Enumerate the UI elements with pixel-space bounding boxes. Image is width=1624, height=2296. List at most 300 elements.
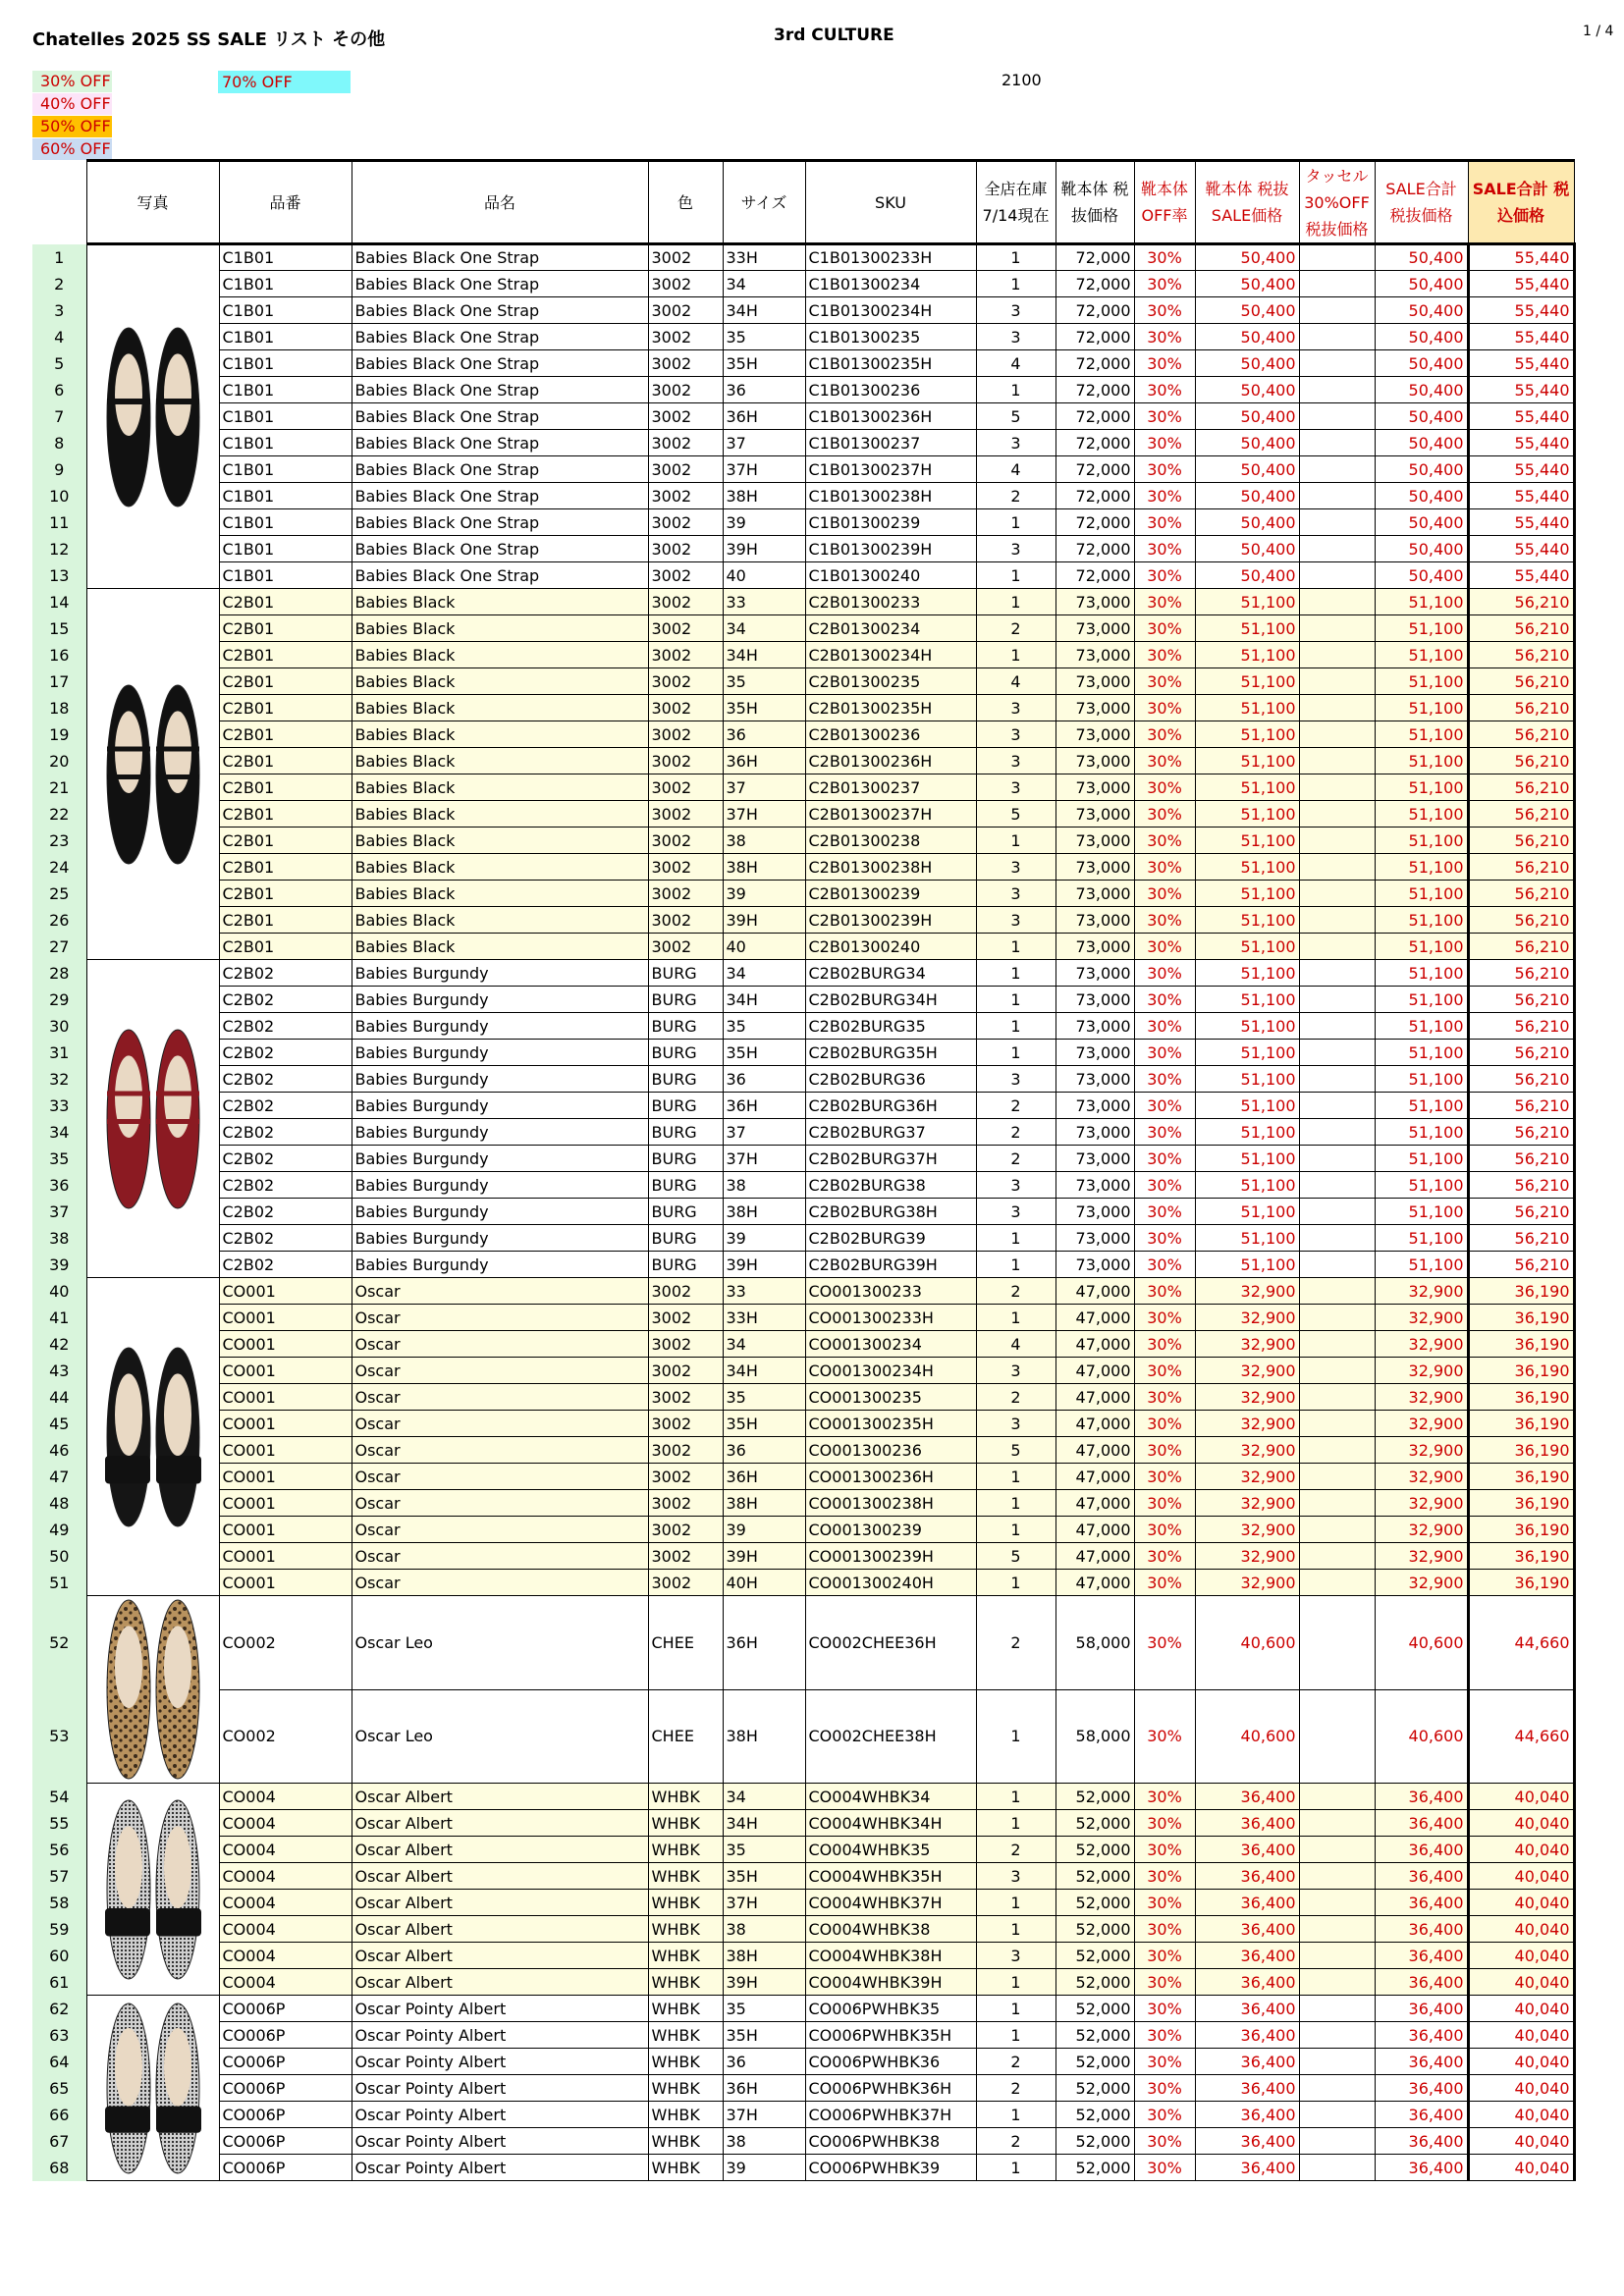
sale-total-tax-cell: 56,210 — [1468, 615, 1574, 642]
sku-cell: CO001300236H — [805, 1464, 976, 1490]
sale-total-cell: 50,400 — [1375, 324, 1468, 350]
price-cell: 73,000 — [1056, 881, 1134, 907]
sku-cell: CO004WHBK34H — [805, 1810, 976, 1837]
sku-cell: CO001300233H — [805, 1305, 976, 1331]
row-number: 52 — [32, 1596, 86, 1690]
row-number: 20 — [32, 748, 86, 774]
stock-cell: 2 — [976, 1119, 1056, 1146]
color-cell: 3002 — [648, 721, 723, 748]
price-cell: 73,000 — [1056, 615, 1134, 642]
tassel-cell — [1299, 1225, 1375, 1252]
stock-cell: 1 — [976, 509, 1056, 536]
sale-total-cell: 51,100 — [1375, 1199, 1468, 1225]
sale-price-cell: 51,100 — [1195, 1146, 1299, 1172]
sale-total-tax-cell: 36,190 — [1468, 1464, 1574, 1490]
table-row — [32, 1384, 1574, 1411]
color-cell: CHEE — [648, 1689, 723, 1784]
name-cell: Oscar — [352, 1517, 648, 1543]
sale-total-tax-cell: 40,040 — [1468, 2075, 1574, 2102]
code-cell: C2B01 — [219, 721, 352, 748]
table-row — [32, 589, 1574, 615]
name-cell: Babies Black — [352, 828, 648, 854]
color-cell: BURG — [648, 1225, 723, 1252]
header-sku: SKU — [805, 161, 976, 244]
sale-price-cell: 50,400 — [1195, 430, 1299, 456]
name-cell: Babies Burgundy — [352, 1172, 648, 1199]
sale-price-cell: 36,400 — [1195, 1916, 1299, 1943]
sale-price-cell: 51,100 — [1195, 1172, 1299, 1199]
color-cell: BURG — [648, 1199, 723, 1225]
tassel-cell — [1299, 2155, 1375, 2181]
tassel-cell — [1299, 2049, 1375, 2075]
code-cell: C2B01 — [219, 748, 352, 774]
row-number: 6 — [32, 377, 86, 403]
sku-cell: C2B02BURG39 — [805, 1225, 976, 1252]
tassel-cell — [1299, 1810, 1375, 1837]
table-row — [32, 668, 1574, 695]
color-cell: BURG — [648, 1252, 723, 1278]
off-rate-cell: 30% — [1134, 1305, 1195, 1331]
stock-cell: 4 — [976, 1331, 1056, 1358]
off-rate-cell: 30% — [1134, 1689, 1195, 1784]
price-cell: 58,000 — [1056, 1689, 1134, 1784]
row-number: 64 — [32, 2049, 86, 2075]
row-number: 53 — [32, 1689, 86, 1784]
name-cell: Babies Black One Strap — [352, 377, 648, 403]
size-cell: 36 — [723, 377, 805, 403]
color-cell: WHBK — [648, 1996, 723, 2022]
price-cell: 73,000 — [1056, 589, 1134, 615]
name-cell: Oscar Albert — [352, 1863, 648, 1890]
name-cell: Oscar — [352, 1543, 648, 1570]
sale-price-cell: 32,900 — [1195, 1411, 1299, 1437]
price-cell: 47,000 — [1056, 1384, 1134, 1411]
name-cell: Babies Burgundy — [352, 1252, 648, 1278]
off-rate-cell: 30% — [1134, 960, 1195, 987]
size-cell: 37 — [723, 774, 805, 801]
sale-total-tax-cell: 55,440 — [1468, 509, 1574, 536]
color-cell: 3002 — [648, 1464, 723, 1490]
code-cell: CO001 — [219, 1543, 352, 1570]
sku-cell: C2B01300239H — [805, 907, 976, 934]
sku-cell: C1B01300235 — [805, 324, 976, 350]
stock-cell: 1 — [976, 2022, 1056, 2049]
sale-total-cell: 32,900 — [1375, 1570, 1468, 1596]
sku-cell: C1B01300234H — [805, 297, 976, 324]
off-rate-cell: 30% — [1134, 668, 1195, 695]
table-row — [32, 748, 1574, 774]
sku-cell: C1B01300237H — [805, 456, 976, 483]
name-cell: Babies Burgundy — [352, 1225, 648, 1252]
code-cell: C2B02 — [219, 1225, 352, 1252]
size-cell: 36H — [723, 2075, 805, 2102]
color-cell: WHBK — [648, 1943, 723, 1969]
sale-total-cell: 51,100 — [1375, 695, 1468, 721]
stock-cell: 2 — [976, 1837, 1056, 1863]
sale-price-cell: 51,100 — [1195, 774, 1299, 801]
stock-cell: 2 — [976, 1093, 1056, 1119]
sale-total-tax-cell: 56,210 — [1468, 1252, 1574, 1278]
name-cell: Babies Black One Strap — [352, 562, 648, 589]
row-number: 39 — [32, 1252, 86, 1278]
table-row — [32, 1570, 1574, 1596]
name-cell: Babies Burgundy — [352, 960, 648, 987]
sale-total-tax-cell: 40,040 — [1468, 2128, 1574, 2155]
sale-total-tax-cell: 36,190 — [1468, 1278, 1574, 1305]
header-off-rate: 靴本体 OFF率 — [1134, 161, 1195, 244]
sale-total-tax-cell: 56,210 — [1468, 1119, 1574, 1146]
sale-price-cell: 32,900 — [1195, 1490, 1299, 1517]
tassel-cell — [1299, 244, 1375, 271]
sku-cell: C2B02BURG36H — [805, 1093, 976, 1119]
name-cell: Babies Black One Strap — [352, 403, 648, 430]
sale-price-cell: 51,100 — [1195, 1225, 1299, 1252]
sale-total-cell: 32,900 — [1375, 1490, 1468, 1517]
price-cell: 73,000 — [1056, 1146, 1134, 1172]
sale-price-cell: 36,400 — [1195, 2102, 1299, 2128]
sale-total-cell: 36,400 — [1375, 1784, 1468, 1810]
row-number: 46 — [32, 1437, 86, 1464]
stock-cell: 2 — [976, 1278, 1056, 1305]
sale-total-tax-cell: 56,210 — [1468, 668, 1574, 695]
size-cell: 37H — [723, 1146, 805, 1172]
sale-total-tax-cell: 56,210 — [1468, 721, 1574, 748]
sale-price-cell: 51,100 — [1195, 854, 1299, 881]
sku-cell: C2B02BURG39H — [805, 1252, 976, 1278]
size-cell: 38 — [723, 1172, 805, 1199]
code-cell: C2B02 — [219, 1040, 352, 1066]
tassel-cell — [1299, 1199, 1375, 1225]
header-size: サイズ — [723, 161, 805, 244]
table-row — [32, 881, 1574, 907]
sku-cell: C2B02BURG34 — [805, 960, 976, 987]
size-cell: 38H — [723, 1943, 805, 1969]
sale-total-cell: 32,900 — [1375, 1331, 1468, 1358]
price-cell: 73,000 — [1056, 1172, 1134, 1199]
legend-70-off: 70% OFF — [218, 71, 351, 93]
tassel-cell — [1299, 1066, 1375, 1093]
row-number: 30 — [32, 1013, 86, 1040]
tassel-cell — [1299, 615, 1375, 642]
sale-total-tax-cell: 40,040 — [1468, 2022, 1574, 2049]
sale-total-tax-cell: 36,190 — [1468, 1411, 1574, 1437]
sku-cell: C1B01300240 — [805, 562, 976, 589]
off-rate-cell: 30% — [1134, 1784, 1195, 1810]
code-cell: CO001 — [219, 1384, 352, 1411]
sku-cell: CO001300235H — [805, 1411, 976, 1437]
tassel-cell — [1299, 430, 1375, 456]
table-row — [32, 456, 1574, 483]
table-row — [32, 1916, 1574, 1943]
sale-total-cell: 51,100 — [1375, 748, 1468, 774]
off-rate-cell: 30% — [1134, 1490, 1195, 1517]
tassel-cell — [1299, 1689, 1375, 1784]
table-row — [32, 1066, 1574, 1093]
sku-cell: C2B01300239 — [805, 881, 976, 907]
price-cell: 73,000 — [1056, 1119, 1134, 1146]
code-cell: C2B01 — [219, 589, 352, 615]
sale-total-cell: 51,100 — [1375, 589, 1468, 615]
name-cell: Babies Black — [352, 589, 648, 615]
name-cell: Oscar Pointy Albert — [352, 2075, 648, 2102]
stock-cell: 1 — [976, 1305, 1056, 1331]
color-cell: BURG — [648, 1013, 723, 1040]
off-rate-cell: 30% — [1134, 2102, 1195, 2128]
sale-total-tax-cell: 56,210 — [1468, 1199, 1574, 1225]
sale-price-cell: 32,900 — [1195, 1570, 1299, 1596]
sale-price-cell: 51,100 — [1195, 1252, 1299, 1278]
sale-price-cell: 36,400 — [1195, 2022, 1299, 2049]
table-header-row — [32, 161, 1574, 244]
sale-total-cell: 32,900 — [1375, 1464, 1468, 1490]
table-row — [32, 1863, 1574, 1890]
price-cell: 47,000 — [1056, 1464, 1134, 1490]
stock-cell: 5 — [976, 1437, 1056, 1464]
burgundy-double-strap-shoe-icon — [86, 960, 219, 1278]
table-row — [32, 1040, 1574, 1066]
stock-cell: 1 — [976, 1996, 1056, 2022]
sale-total-tax-cell: 55,440 — [1468, 536, 1574, 562]
row-number: 48 — [32, 1490, 86, 1517]
color-cell: 3002 — [648, 1437, 723, 1464]
code-cell: CO001 — [219, 1464, 352, 1490]
row-number: 15 — [32, 615, 86, 642]
sale-price-cell: 50,400 — [1195, 536, 1299, 562]
price-cell: 72,000 — [1056, 562, 1134, 589]
name-cell: Babies Black One Strap — [352, 244, 648, 271]
price-cell: 73,000 — [1056, 801, 1134, 828]
color-cell: 3002 — [648, 430, 723, 456]
sale-total-tax-cell: 44,660 — [1468, 1689, 1574, 1784]
off-rate-cell: 30% — [1134, 1093, 1195, 1119]
color-cell: 3002 — [648, 1305, 723, 1331]
name-cell: Oscar Pointy Albert — [352, 2049, 648, 2075]
size-cell: 34H — [723, 642, 805, 668]
off-rate-cell: 30% — [1134, 748, 1195, 774]
table-row — [32, 324, 1574, 350]
sale-total-cell: 32,900 — [1375, 1411, 1468, 1437]
sku-cell: C2B02BURG34H — [805, 987, 976, 1013]
code-cell: C2B01 — [219, 828, 352, 854]
row-number: 21 — [32, 774, 86, 801]
table-row — [32, 1943, 1574, 1969]
sale-total-tax-cell: 56,210 — [1468, 589, 1574, 615]
color-cell: 3002 — [648, 509, 723, 536]
stock-cell: 1 — [976, 2155, 1056, 2181]
name-cell: Oscar Albert — [352, 1890, 648, 1916]
header-color: 色 — [648, 161, 723, 244]
sale-total-cell: 51,100 — [1375, 1146, 1468, 1172]
table-row — [32, 828, 1574, 854]
table-row — [32, 403, 1574, 430]
sale-price-cell: 51,100 — [1195, 881, 1299, 907]
row-number: 23 — [32, 828, 86, 854]
size-cell: 39 — [723, 509, 805, 536]
sku-cell: CO001300239 — [805, 1517, 976, 1543]
sku-cell: C2B01300234 — [805, 615, 976, 642]
color-cell: WHBK — [648, 2049, 723, 2075]
stock-cell: 1 — [976, 960, 1056, 987]
off-rate-cell: 30% — [1134, 430, 1195, 456]
sku-cell: CO004WHBK37H — [805, 1890, 976, 1916]
color-cell: 3002 — [648, 907, 723, 934]
code-cell: C2B02 — [219, 1093, 352, 1119]
stock-cell: 3 — [976, 297, 1056, 324]
off-rate-cell: 30% — [1134, 1146, 1195, 1172]
sale-total-tax-cell: 40,040 — [1468, 1784, 1574, 1810]
off-rate-cell: 30% — [1134, 854, 1195, 881]
tassel-cell — [1299, 1119, 1375, 1146]
size-cell: 37 — [723, 1119, 805, 1146]
sale-price-cell: 51,100 — [1195, 615, 1299, 642]
name-cell: Oscar Albert — [352, 1810, 648, 1837]
color-cell: CHEE — [648, 1596, 723, 1690]
tassel-cell — [1299, 1863, 1375, 1890]
table-row — [32, 1969, 1574, 1996]
price-cell: 73,000 — [1056, 748, 1134, 774]
sale-total-cell: 36,400 — [1375, 1863, 1468, 1890]
sku-cell: C1B01300234 — [805, 271, 976, 297]
table-row — [32, 562, 1574, 589]
stock-cell: 1 — [976, 1490, 1056, 1517]
sale-total-tax-cell: 56,210 — [1468, 801, 1574, 828]
tassel-cell — [1299, 642, 1375, 668]
color-cell: 3002 — [648, 1490, 723, 1517]
row-number: 54 — [32, 1784, 86, 1810]
stock-cell: 1 — [976, 1252, 1056, 1278]
row-number: 31 — [32, 1040, 86, 1066]
row-number: 45 — [32, 1411, 86, 1437]
table-row — [32, 1278, 1574, 1305]
off-rate-cell: 30% — [1134, 1119, 1195, 1146]
sale-total-cell: 36,400 — [1375, 2128, 1468, 2155]
stock-cell: 3 — [976, 1411, 1056, 1437]
table-row — [32, 1331, 1574, 1358]
sale-total-cell: 32,900 — [1375, 1517, 1468, 1543]
price-cell: 73,000 — [1056, 1225, 1134, 1252]
sale-total-tax-cell: 55,440 — [1468, 430, 1574, 456]
sku-cell: CO006PWHBK38 — [805, 2128, 976, 2155]
off-rate-cell: 30% — [1134, 2128, 1195, 2155]
off-rate-cell: 30% — [1134, 297, 1195, 324]
sale-price-cell: 32,900 — [1195, 1384, 1299, 1411]
sale-total-cell: 36,400 — [1375, 2075, 1468, 2102]
name-cell: Babies Burgundy — [352, 1093, 648, 1119]
sale-total-cell: 51,100 — [1375, 1040, 1468, 1066]
color-cell: WHBK — [648, 1784, 723, 1810]
code-cell: CO004 — [219, 1916, 352, 1943]
name-cell: Babies Black One Strap — [352, 324, 648, 350]
sale-total-tax-cell: 56,210 — [1468, 1093, 1574, 1119]
name-cell: Oscar — [352, 1278, 648, 1305]
tassel-cell — [1299, 1437, 1375, 1464]
size-cell: 35H — [723, 2022, 805, 2049]
row-number: 19 — [32, 721, 86, 748]
size-cell: 35 — [723, 324, 805, 350]
stock-cell: 3 — [976, 536, 1056, 562]
table-row — [32, 271, 1574, 297]
code-cell: CO004 — [219, 1810, 352, 1837]
sku-cell: CO001300233 — [805, 1278, 976, 1305]
price-cell: 72,000 — [1056, 244, 1134, 271]
row-number: 3 — [32, 297, 86, 324]
sku-cell: CO006PWHBK36 — [805, 2049, 976, 2075]
table-row — [32, 642, 1574, 668]
code-cell: CO001 — [219, 1278, 352, 1305]
sku-cell: CO001300239H — [805, 1543, 976, 1570]
row-number: 22 — [32, 801, 86, 828]
sale-total-cell: 50,400 — [1375, 562, 1468, 589]
sale-price-cell: 36,400 — [1195, 2155, 1299, 2181]
sale-total-tax-cell: 56,210 — [1468, 987, 1574, 1013]
table-row — [32, 1890, 1574, 1916]
tassel-cell — [1299, 1146, 1375, 1172]
sku-cell: CO004WHBK35H — [805, 1863, 976, 1890]
table-row — [32, 1013, 1574, 1040]
table-row — [32, 1490, 1574, 1517]
row-number: 59 — [32, 1916, 86, 1943]
tassel-cell — [1299, 1384, 1375, 1411]
code-cell: CO004 — [219, 1969, 352, 1996]
off-rate-cell: 30% — [1134, 1411, 1195, 1437]
sale-price-cell: 50,400 — [1195, 297, 1299, 324]
header-sale-price: 靴本体 税抜SALE価格 — [1195, 161, 1299, 244]
stock-cell: 1 — [976, 1689, 1056, 1784]
sale-total-cell: 32,900 — [1375, 1437, 1468, 1464]
tassel-cell — [1299, 1570, 1375, 1596]
tassel-cell — [1299, 987, 1375, 1013]
color-cell: BURG — [648, 1093, 723, 1119]
stock-cell: 5 — [976, 1543, 1056, 1570]
sku-cell: C2B02BURG36 — [805, 1066, 976, 1093]
name-cell: Oscar Pointy Albert — [352, 2128, 648, 2155]
code-cell: C1B01 — [219, 297, 352, 324]
name-cell: Babies Black One Strap — [352, 297, 648, 324]
off-rate-cell: 30% — [1134, 907, 1195, 934]
tassel-cell — [1299, 1358, 1375, 1384]
price-cell: 73,000 — [1056, 1252, 1134, 1278]
sale-total-tax-cell: 55,440 — [1468, 324, 1574, 350]
sku-cell: C2B01300237 — [805, 774, 976, 801]
sale-price-cell: 36,400 — [1195, 1969, 1299, 1996]
sale-price-cell: 51,100 — [1195, 1040, 1299, 1066]
code-cell: CO001 — [219, 1358, 352, 1384]
name-cell: Oscar Albert — [352, 1969, 648, 1996]
off-rate-cell: 30% — [1134, 1596, 1195, 1690]
sku-cell: CO004WHBK35 — [805, 1837, 976, 1863]
sale-total-tax-cell: 40,040 — [1468, 1943, 1574, 1969]
tassel-cell — [1299, 324, 1375, 350]
tassel-cell — [1299, 1916, 1375, 1943]
price-cell: 47,000 — [1056, 1358, 1134, 1384]
size-cell: 36H — [723, 1464, 805, 1490]
color-cell: WHBK — [648, 1890, 723, 1916]
sale-total-cell: 50,400 — [1375, 244, 1468, 271]
sale-total-cell: 36,400 — [1375, 2102, 1468, 2128]
header-price: 靴本体 税抜価格 — [1056, 161, 1134, 244]
sale-total-cell: 40,600 — [1375, 1689, 1468, 1784]
legend-50-off: 50% OFF — [32, 116, 112, 137]
sku-cell: C2B01300235 — [805, 668, 976, 695]
code-cell: C2B02 — [219, 1252, 352, 1278]
sale-price-cell: 40,600 — [1195, 1689, 1299, 1784]
table-row — [32, 297, 1574, 324]
sale-total-cell: 51,100 — [1375, 907, 1468, 934]
size-cell: 37H — [723, 1890, 805, 1916]
sale-total-cell: 51,100 — [1375, 1172, 1468, 1199]
table-row — [32, 695, 1574, 721]
size-cell: 39H — [723, 1969, 805, 1996]
